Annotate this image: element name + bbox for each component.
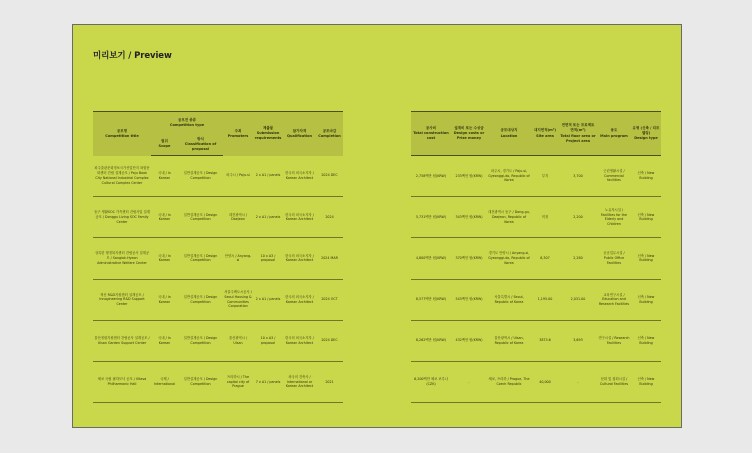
header-cell: 방식 Classification of proposal	[178, 134, 223, 156]
table-cell: 상록한 행정복지센터 건립공사 설계공모 / Sanglok-Hyeon Administrative Welfare Center	[93, 238, 151, 279]
table-cell: 2024 DEC	[316, 156, 343, 197]
table-row	[93, 197, 343, 238]
table-cell: 2,280	[559, 238, 597, 279]
header-cell: 유형 (신축 / 리모델링) Design type	[631, 112, 661, 156]
header-cell: 연면적 또는 프로젝트 면적(m²) Total floor area or Project area	[559, 112, 597, 156]
header-cell: 참가자격 Qualification	[283, 112, 316, 156]
table-cell: 6,200백만 체코 코루나(CZK)	[411, 361, 451, 402]
table-cell: 한국의 외국소지자 / Korean Architect	[283, 156, 316, 197]
header-cell: 용도 Main program	[597, 112, 631, 156]
table-cell: 대전광역시 / Daejeon	[223, 197, 253, 238]
preview-page	[72, 24, 682, 428]
table-cell: 신축 / New Building	[631, 156, 661, 197]
table-cell: 파주시 / Paju-si	[223, 156, 253, 197]
header-cell: 공모명 Competition title	[93, 112, 151, 156]
table-cell: 2,758백만 원(KRW)	[411, 156, 451, 197]
table-cell: 체코 국립 필하모닉 공모 / Vltava Philharmonic Hall	[93, 361, 151, 402]
table-cell: 안양시 / Anyang-si	[223, 238, 253, 279]
table-cell: 2024 DEC	[316, 320, 343, 361]
table-cell: 혁신 R&D지원센터 설계공모 / Innogineering R&D Support Center	[93, 279, 151, 320]
table-cell: 2021	[316, 361, 343, 402]
table-row	[93, 320, 343, 361]
competition-table-left	[93, 111, 343, 403]
table-cell: 국내 / In Korean	[151, 279, 178, 320]
table-cell: 국내 / In Korean	[151, 197, 178, 238]
table-cell: 한국의 외국소지자 / Korean Architect	[283, 279, 316, 320]
page-title: 미리보기 / Preview	[93, 51, 172, 61]
table-cell: 서울주택도시공사 / Seoul Housing & Communities Corporation	[223, 279, 253, 320]
table-cell: 외국의 건축사 / International or Korean Architect	[283, 361, 316, 402]
table-cell: 일반설계공모 / Design Competition	[178, 361, 223, 402]
table-cell: 파주시, 경기도 / Paju-si, Gyeonggi-do, Republic of Korea	[487, 156, 531, 197]
table-cell: 3,693	[559, 320, 597, 361]
table-cell: 신축 / New Building	[631, 320, 661, 361]
table-cell: 울산정원지원센터 건립공사 설계공모 / Ulsan Garden Support Center	[93, 320, 151, 361]
table-cell: 2 x A1 / panels	[253, 279, 283, 320]
table-cell: 신축 / New Building	[631, 279, 661, 320]
header-cell: 제출물 Submission requirements	[253, 112, 283, 156]
table-cell: 7 x A1 / panels	[253, 361, 283, 402]
table-cell: 신축 / New Building	[631, 238, 661, 279]
table-row	[93, 156, 343, 197]
table-cell: 8,577백만 원(KRW)	[411, 279, 451, 320]
table-cell: 370백만 원(KRW)	[451, 238, 487, 279]
table-cell: 233백만 원(KRW)	[451, 156, 487, 197]
table-cell: 교육연구시설 / Education and Research Facilities	[597, 279, 631, 320]
table-row	[411, 197, 661, 238]
table-cell: -	[559, 361, 597, 402]
table-cell: 일반설계공모 / Design Competition	[178, 238, 223, 279]
table-row	[411, 156, 661, 197]
table-cell: 1,195.00	[531, 279, 559, 320]
table-cell: 543백만 원(KRW)	[451, 279, 487, 320]
table-cell: 2 x A1 / panels	[253, 197, 283, 238]
table-cell: 일반설계공모 / Design Competition	[178, 156, 223, 197]
table-row	[411, 320, 661, 361]
table-row	[93, 279, 343, 320]
table-row	[411, 238, 661, 279]
table-row	[93, 238, 343, 279]
table-cell: -	[451, 361, 487, 402]
table-cell: 문화 및 집회시설 / Cultural Facilities	[597, 361, 631, 402]
header-cell: 공모대상지 Location	[487, 112, 531, 156]
header-cell: 범위 Scope	[151, 134, 178, 156]
table-cell: 파주출판문화정보국가산업단지 복합문화센터 건립 설계공모 / Paju Book City National Industrial Complex Cultural Complex Center	[93, 156, 151, 197]
table-cell: 신축 / New Building	[631, 197, 661, 238]
table-cell: 경기도 안양시 / Anyang-si, Gyeonggi-do, Republic of Korea	[487, 238, 531, 279]
table-cell: 프라하시 / The capital city of Prague	[223, 361, 253, 402]
table-row	[411, 361, 661, 402]
table-cell: 한국의 외국소지자 / Korean Architect	[283, 197, 316, 238]
table-cell: 2,200	[559, 197, 597, 238]
table-cell: 2,031.00	[559, 279, 597, 320]
table-cell: 2024	[316, 197, 343, 238]
table-cell: 432백만 원(KRW)	[451, 320, 487, 361]
table-row	[93, 361, 343, 402]
table-cell: 40,000	[531, 361, 559, 402]
table-cell: 8,262백만 원(KRW)	[411, 320, 451, 361]
header-cell: 대지면적(m²) Site area	[531, 112, 559, 156]
table-cell: 근린생활시설 / Commercial facilities	[597, 156, 631, 197]
header-cell: 주최 Promoters	[223, 112, 253, 156]
table-cell: 공공업무시설 / Public Office Facilities	[597, 238, 631, 279]
header-cell: 공모마감 Completion	[316, 112, 343, 156]
table-cell: 한국의 외국소지자 / Korean Architect	[283, 238, 316, 279]
table-cell: 국내 / In Korean	[151, 238, 178, 279]
table-cell: 일반설계공모 / Design Competition	[178, 197, 223, 238]
table-cell: 동구 생활SOC 가족센터 건립사업 설계공모 / Donggu Living SOC Family Center	[93, 197, 151, 238]
table-row	[411, 279, 661, 320]
table-cell: 국내 / In Korean	[151, 156, 178, 197]
table-cell: 2 x A1 / panels	[253, 156, 283, 197]
left-table-body	[93, 156, 343, 403]
table-cell: 343백만 원(KRW)	[451, 197, 487, 238]
table-cell: 국제 / International	[151, 361, 178, 402]
right-table-body	[411, 156, 661, 403]
table-cell: 신축 / New Building	[631, 361, 661, 402]
header-cell: 설계비 또는 수상금 Design costs or Prize money	[451, 112, 487, 156]
table-cell: 일반설계공모 / Design Competition	[178, 320, 223, 361]
table-cell: 국내 / In Korean	[151, 320, 178, 361]
table-cell: 부지	[531, 156, 559, 197]
table-cell: 4,800백만 원(KRW)	[411, 238, 451, 279]
table-cell: 울산광역시 / Ulsan	[223, 320, 253, 361]
table-cell: 한국의 외국소지자 / Korean Architect	[283, 320, 316, 361]
header-group-cell: 공모전 종류 Competition type	[151, 112, 223, 134]
table-cell: 일반설계공모 / Design Competition	[178, 279, 223, 320]
table-cell: 미정	[531, 197, 559, 238]
table-cell: 6,307	[531, 238, 559, 279]
table-cell: 3873.6	[531, 320, 559, 361]
table-cell: 10 x A3 / proposal	[253, 320, 283, 361]
table-cell: 3,700	[559, 156, 597, 197]
table-cell: 연구시설 / Research Facilities	[597, 320, 631, 361]
table-cell: 2024 MAR	[316, 238, 343, 279]
table-cell: 체코, 프라하 / Prague, The Czech Republic	[487, 361, 531, 402]
table-cell: 10 x A3 / proposal	[253, 238, 283, 279]
table-cell: 서울특별시 / Seoul, Republic of Korea	[487, 279, 531, 320]
table-cell: 울산광역시 / Ulsan, Republic of Korea	[487, 320, 531, 361]
table-cell: 노유자시설 / Facilities for the Elderly and Children	[597, 197, 631, 238]
table-cell: 대전광역시 동구 / Dong-gu, Daejeon, Republic of Korea	[487, 197, 531, 238]
table-cell: 5,731백만 원(KRW)	[411, 197, 451, 238]
header-cell: 공사비 Total construction cost	[411, 112, 451, 156]
table-cell: 2024 OCT	[316, 279, 343, 320]
competition-table-right	[411, 111, 661, 403]
